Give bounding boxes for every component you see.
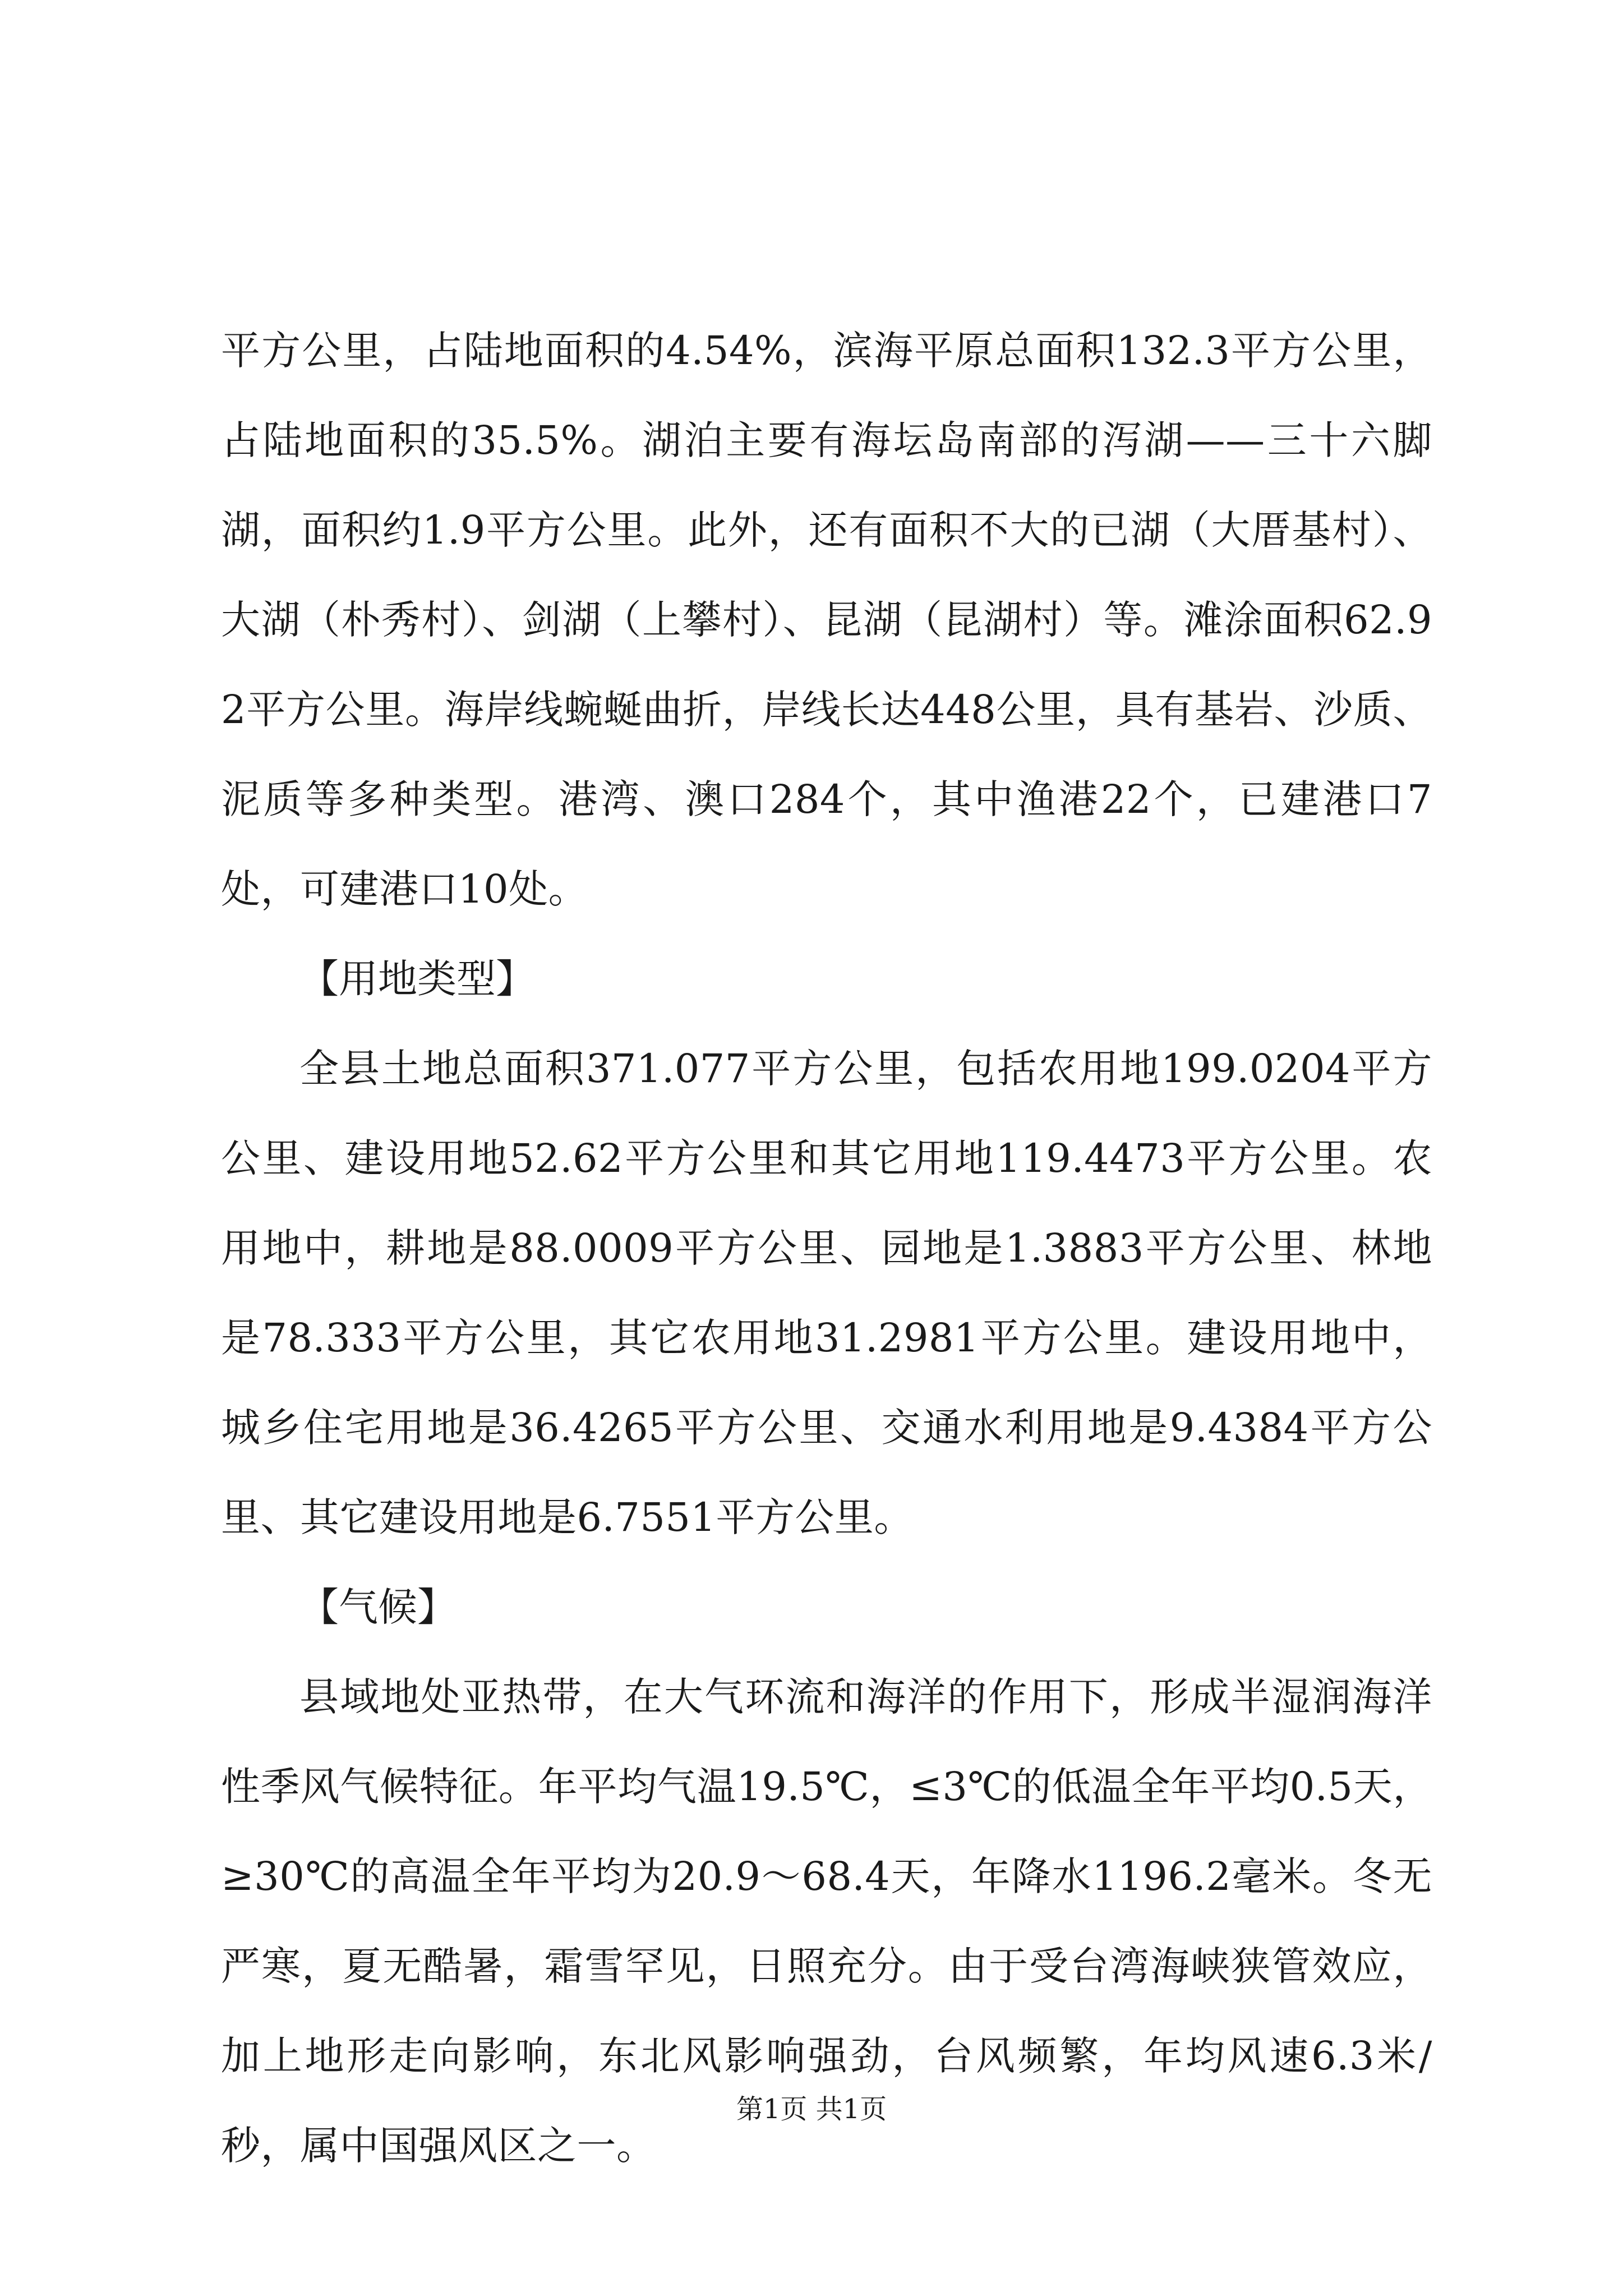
- heading-land-use: 【用地类型】: [299, 956, 535, 1002]
- heading-climate: 【气候】: [299, 1584, 457, 1630]
- document-body: [221, 306, 1432, 2191]
- paragraph-climate: 县域地处亚热带，在大气环流和海洋的作用下，形成半湿润海洋性季风气候特征。年平均气温19.5℃，≤3℃的低温全年平均0.5天，≥30℃的高温全年平均为20.9～68.4天，年降水1196.2毫米。冬无严寒，夏无酷暑，霜雪罕见，日照充分。由于受台湾海峡狭管效应，加上地形走向影响，东北风影响强劲，台风频繁，年均风速6.3米/秒，属中国强风区之一。: [221, 1674, 1432, 2169]
- paragraph-terrain: 平方公里，占陆地面积的4.54%，滨海平原总面积132.3平方公里，占陆地面积的35.5%。湖泊主要有海坛岛南部的泻湖——三十六脚湖，面积约1.9平方公里。此外，还有面积不大的已湖（大厝基村）、大湖（朴秀村）、剑湖（上攀村）、昆湖（昆湖村）等。滩涂面积62.92平方公里。海岸线蜿蜒曲折，岸线长达448公里，具有基岩、沙质、泥质等多种类型。港湾、澳口284个，其中渔港22个，已建港口7处，可建港口10处。: [221, 328, 1432, 912]
- page-footer: 第1页 共1页: [736, 2093, 887, 2125]
- paragraph-land-use: 全县土地总面积371.077平方公里，包括农用地199.0204平方公里、建设用地52.62平方公里和其它用地119.4473平方公里。农用地中，耕地是88.0009平方公里、园地是1.3883平方公里、林地是78.333平方公里，其它农用地31.2981平方公里。建设用地中，城乡住宅用地是36.4265平方公里、交通水利用地是9.4384平方公里、其它建设用地是6.7551平方公里。: [221, 1046, 1432, 1540]
